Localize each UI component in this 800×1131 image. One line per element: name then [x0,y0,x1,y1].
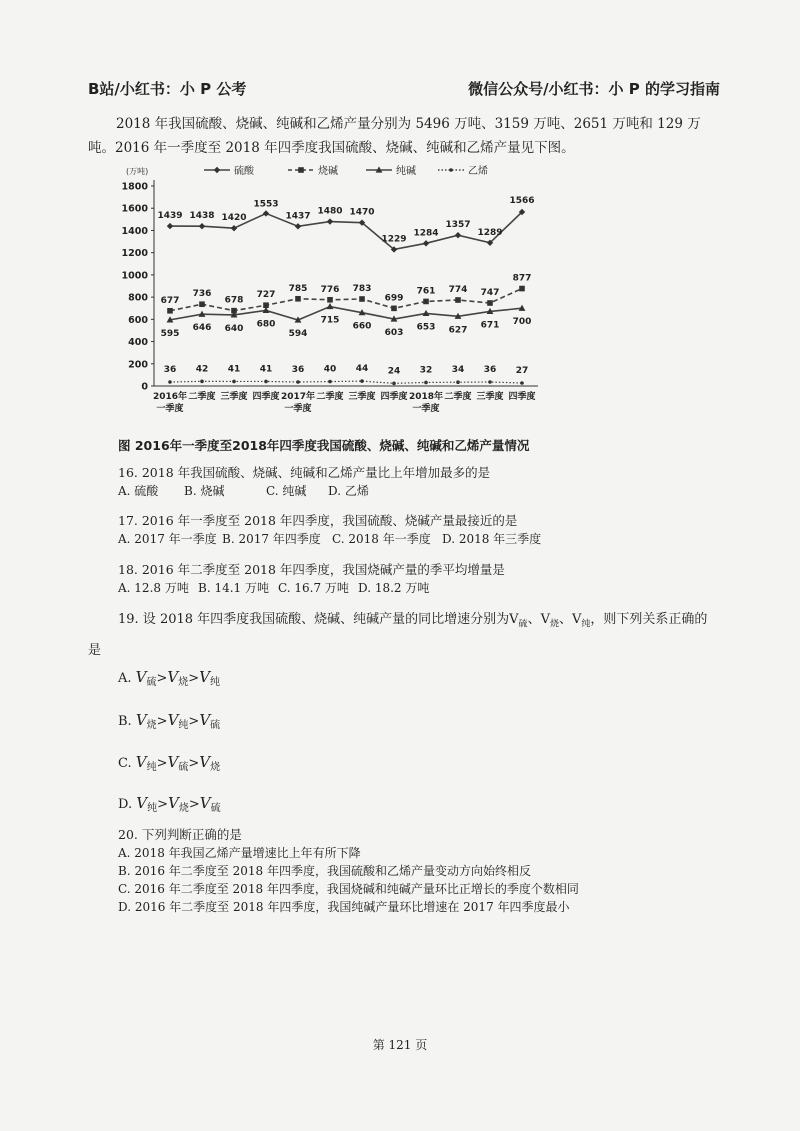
data-label-乙烯-1: 42 [195,364,209,375]
q17-option-a: A. 2017 年一季度 [118,532,217,546]
x-tick-label-line2: 一季度 [156,404,184,414]
point-乙烯-10 [488,380,492,384]
point-烧碱-0 [167,308,173,314]
data-label-硫酸-1: 1438 [189,211,215,222]
chart-caption: 图 2016年一季度至2018年四季度我国硫酸、烧碱、纯碱和乙烯产量情况 [118,438,530,453]
q19-option-b: B. $V_烧>V_纯>V_硫$ [118,711,221,731]
data-label-硫酸-2: 1420 [221,213,247,224]
q18-option-d: D. 18.2 万吨 [358,581,430,595]
legend-label-2: 纯碱 [396,166,416,177]
point-烧碱-6 [359,296,365,302]
x-tick-label: 二季度 [316,392,344,402]
header-right: 微信公众号/小红书：小 P 的学习指南 [468,80,720,98]
x-tick-label: 三季度 [348,392,376,402]
legend-marker-3 [449,168,453,172]
point-烧碱-8 [423,299,429,305]
point-乙烯-11 [520,381,524,385]
point-乙烯-9 [456,380,460,384]
y-unit-label: (万吨) [126,167,149,176]
data-label-乙烯-11: 27 [515,366,529,376]
x-tick-label-line2: 一季度 [412,404,440,414]
q16-option-c: C. 纯碱 [266,484,307,498]
data-label-纯碱-2: 640 [224,323,244,334]
y-tick-label: 600 [128,314,148,326]
y-tick-label: 200 [128,359,148,371]
x-tick-label: 四季度 [252,392,280,402]
q18-option-b: B. 14.1 万吨 [198,581,269,595]
data-label-纯碱-9: 627 [448,325,468,336]
data-label-硫酸-6: 1470 [349,207,375,218]
data-label-硫酸-5: 1480 [317,206,343,217]
question-19-stem-cont: 是 [88,643,102,658]
data-label-纯碱-5: 715 [320,315,340,326]
point-硫酸-0 [167,223,173,229]
legend-marker-1 [298,167,304,173]
data-label-乙烯-9: 34 [451,365,465,376]
data-label-烧碱-0: 677 [160,295,180,306]
y-tick-label: 0 [141,381,148,393]
data-label-烧碱-1: 736 [192,289,212,300]
point-乙烯-0 [168,380,172,384]
x-tick-label: 2016年 [152,392,188,402]
data-label-乙烯-2: 41 [227,364,241,375]
data-label-烧碱-6: 783 [352,284,372,294]
data-label-纯碱-1: 646 [192,323,212,334]
legend-label-3: 乙烯 [468,166,488,177]
series-line-乙烯 [170,381,522,383]
point-乙烯-3 [264,380,268,384]
point-乙烯-4 [296,380,300,384]
page-number: 第 121 页 [372,1038,428,1052]
q20-option-b: B. 2016 年二季度至 2018 年四季度，我国硫酸和乙烯产量变动方向始终相反 [118,864,531,878]
data-label-乙烯-8: 32 [419,365,433,376]
point-乙烯-7 [392,382,396,386]
point-乙烯-8 [424,381,428,385]
question-18-stem: 18. 2016 年二季度至 2018 年四季度，我国烧碱产量的季平均增量是 [118,562,505,577]
data-label-纯碱-6: 660 [352,321,372,332]
point-硫酸-8 [423,240,429,246]
data-label-烧碱-11: 877 [512,273,532,284]
q20-option-c: C. 2016 年二季度至 2018 年四季度，我国烧碱和纯碱产量环比正增长的季度个数相同 [118,882,579,896]
data-label-乙烯-0: 36 [163,365,177,375]
data-label-纯碱-11: 700 [512,317,532,328]
point-乙烯-5 [328,380,332,384]
production-line-chart [108,158,568,430]
point-硫酸-4 [295,223,301,229]
x-tick-label: 2018年 [408,392,444,402]
legend-marker-0 [214,167,220,173]
data-label-硫酸-11: 1566 [509,196,535,206]
q20-option-d: D. 2016 年二季度至 2018 年四季度，我国纯碱产量环比增速在 2017 年四季度最小 [118,900,570,914]
point-烧碱-5 [327,297,333,303]
x-tick-label: 二季度 [444,392,472,402]
data-label-乙烯-4: 36 [291,365,305,375]
data-label-纯碱-4: 594 [288,329,308,339]
data-label-硫酸-4: 1437 [285,211,311,222]
q16-option-d: D. 乙烯 [328,484,369,498]
data-label-乙烯-10: 36 [483,365,497,375]
q19-option-d: D. $V_纯>V_烧>V_硫$ [118,794,221,814]
data-label-硫酸-3: 1553 [253,199,279,210]
data-label-硫酸-7: 1229 [381,234,407,245]
data-label-乙烯-3: 41 [259,364,273,375]
point-烧碱-7 [391,306,397,312]
data-label-硫酸-0: 1439 [157,211,183,222]
y-tick-label: 800 [128,292,148,304]
data-label-烧碱-4: 785 [288,283,308,294]
question-20-stem: 20. 下列判断正确的是 [118,827,242,842]
q16-option-b: B. 烧碱 [184,484,225,498]
point-烧碱-10 [487,300,493,306]
legend-label-1: 烧碱 [318,166,338,177]
q17-option-d: D. 2018 年三季度 [442,532,542,546]
question-18 [118,561,505,597]
point-烧碱-11 [519,286,525,292]
intro-paragraph: 2018 年我国硫酸、烧碱、纯碱和乙烯产量分别为 5496 万吨、3159 万吨、2651 万吨和 129 万吨。2016 年一季度至 2018 年四季度我国硫酸、烧碱、纯碱和乙烯产量见下图。 [88,116,701,156]
legend-label-0: 硫酸 [234,166,254,177]
point-烧碱-9 [455,297,461,303]
data-label-纯碱-3: 680 [256,319,276,330]
x-tick-label: 2017年 [280,392,316,402]
data-label-烧碱-8: 761 [416,286,436,297]
point-硫酸-9 [455,232,461,238]
data-label-乙烯-6: 44 [355,364,369,375]
data-label-烧碱-10: 747 [480,288,500,298]
x-tick-label: 三季度 [476,392,504,402]
data-label-烧碱-9: 774 [448,285,468,295]
y-tick-label: 1400 [121,225,148,237]
series-line-纯碱 [170,307,522,320]
data-label-乙烯-7: 24 [387,366,401,377]
point-烧碱-1 [199,301,205,307]
y-tick-label: 1200 [121,248,148,260]
q19-option-a: A. $V_硫>V_烧>V_纯$ [118,668,221,688]
y-tick-label: 1600 [121,203,148,215]
data-label-纯碱-0: 595 [160,328,180,339]
q17-option-c: C. 2018 年一季度 [332,532,431,546]
data-label-纯碱-10: 671 [480,320,500,331]
point-乙烯-6 [360,379,364,383]
q17-option-b: B. 2017 年四季度 [222,532,321,546]
q18-option-c: C. 16.7 万吨 [278,581,349,595]
point-烧碱-4 [295,296,301,302]
q19-option-c: C. $V_纯>V_硫>V_烧$ [118,753,221,773]
y-tick-label: 400 [128,337,148,349]
data-label-烧碱-3: 727 [256,290,276,301]
y-tick-label: 1800 [121,181,148,193]
data-label-硫酸-10: 1289 [477,227,503,238]
question-16-stem: 16. 2018 年我国硫酸、烧碱、纯碱和乙烯产量比上年增加最多的是 [118,465,491,480]
point-硫酸-5 [327,218,333,224]
x-tick-label-line2: 一季度 [284,404,312,414]
header-left: B站/小红书：小 P 公考 [88,80,247,98]
x-tick-label: 二季度 [188,392,216,402]
point-硫酸-2 [231,225,237,231]
data-label-烧碱-5: 776 [320,284,340,295]
data-label-乙烯-5: 40 [323,364,337,375]
question-17 [118,512,541,548]
point-硫酸-3 [263,210,269,216]
question-16 [118,464,490,500]
data-label-纯碱-8: 653 [416,322,436,333]
point-乙烯-2 [232,380,236,384]
data-label-烧碱-7: 699 [384,293,404,304]
series-line-烧碱 [170,289,522,311]
data-label-硫酸-9: 1357 [445,220,471,231]
question-19-stem: 19. 设 2018 年四季度我国硫酸、烧碱、纯碱产量的同比增速分别为$V_硫$、$V_烧$、$V_纯$，则下列关系正确的 [118,612,708,630]
x-tick-label: 四季度 [508,392,536,402]
question-17-stem: 17. 2016 年一季度至 2018 年四季度，我国硫酸、烧碱产量最接近的是 [118,513,518,528]
q20-option-a: A. 2018 年我国乙烯产量增速比上年有所下降 [118,846,361,860]
point-纯碱-5 [327,303,334,309]
x-tick-label: 四季度 [380,392,408,402]
data-label-硫酸-8: 1284 [413,228,439,239]
data-label-烧碱-2: 678 [224,295,244,306]
page-header [88,78,720,100]
q16-option-a: A. 硫酸 [118,484,159,498]
point-乙烯-1 [200,380,204,384]
point-硫酸-1 [199,223,205,229]
y-tick-label: 1000 [121,270,148,282]
question-20 [118,826,579,916]
x-tick-label: 三季度 [220,392,248,402]
q18-option-a: A. 12.8 万吨 [118,581,189,595]
data-label-纯碱-7: 603 [384,328,404,338]
